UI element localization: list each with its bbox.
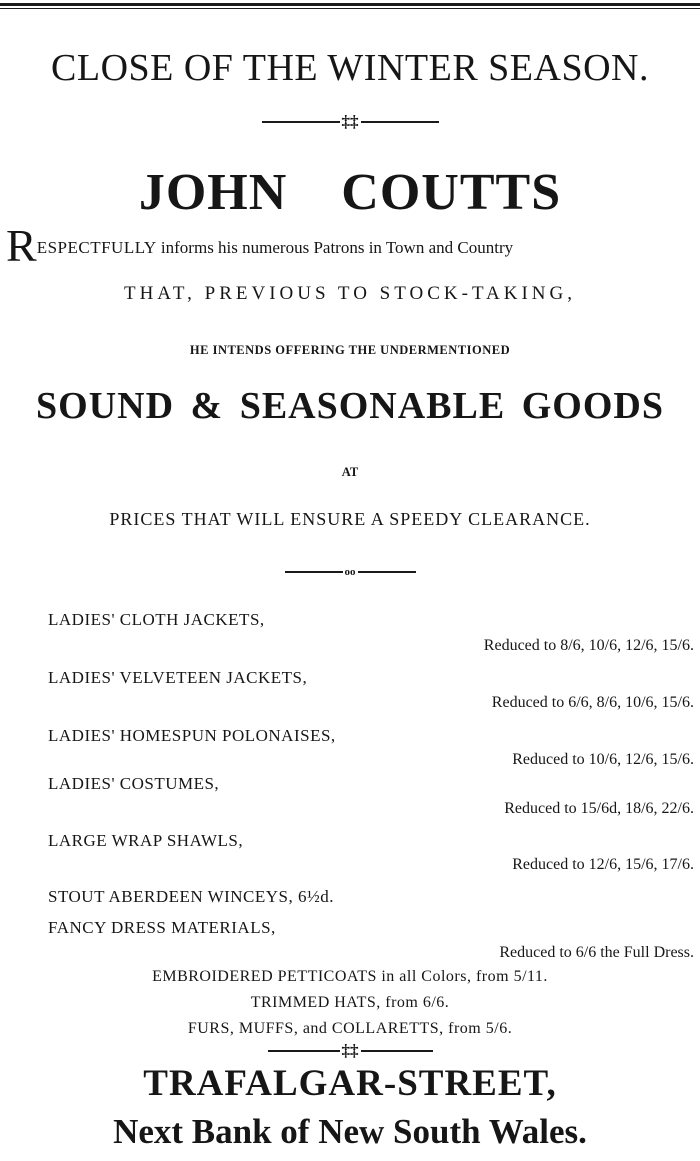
divider-line-left bbox=[268, 1050, 340, 1052]
divider-line-right bbox=[361, 121, 439, 123]
top-border-rule bbox=[0, 3, 700, 6]
ornamental-divider bbox=[0, 114, 700, 130]
item-price: Reduced to 8/6, 10/6, 12/6, 15/6. bbox=[483, 637, 694, 654]
furs-line bbox=[0, 1020, 700, 1038]
petticoats-line bbox=[0, 968, 700, 986]
furs-rest: from 5/6. bbox=[443, 1020, 513, 1037]
divider-line-left bbox=[285, 571, 343, 573]
small-divider bbox=[0, 564, 700, 580]
item-price: Reduced to 6/6, 8/6, 10/6, 15/6. bbox=[491, 694, 694, 711]
merchant-name: JOHN COUTTS bbox=[138, 164, 562, 221]
hats-line bbox=[0, 994, 700, 1012]
drop-cap: R bbox=[6, 220, 37, 271]
item-price: Reduced to 10/6, 12/6, 15/6. bbox=[512, 751, 694, 768]
item-price: Reduced to 15/6d, 18/6, 22/6. bbox=[504, 800, 694, 817]
item-name: FANCY DRESS MATERIALS, bbox=[48, 918, 276, 937]
item-name: LADIES' HOMESPUN POLONAISES, bbox=[48, 726, 336, 745]
item-name: LADIES' COSTUMES, bbox=[48, 774, 220, 793]
double-o-ornament-icon: oo bbox=[344, 566, 356, 578]
item-price: Reduced to 6/6 the Full Dress. bbox=[499, 944, 694, 961]
hats-rest: from 6/6. bbox=[380, 994, 450, 1011]
ornamental-divider-bottom bbox=[0, 1043, 700, 1059]
furs-mid: and bbox=[298, 1020, 332, 1037]
headline: CLOSE OF THE WINTER SEASON. bbox=[51, 47, 649, 89]
item-name: LARGE WRAP SHAWLS, bbox=[48, 831, 244, 850]
stock-taking-line: THAT, PREVIOUS TO STOCK-TAKING, bbox=[123, 283, 576, 304]
intro-caps: ESPECTFULLY bbox=[36, 238, 157, 257]
item-name: LADIES' CLOTH JACKETS, bbox=[48, 610, 265, 629]
hats-caps: TRIMMED HATS, bbox=[250, 994, 381, 1011]
item-name: LADIES' VELVETEEN JACKETS, bbox=[48, 668, 308, 687]
double-dagger-icon: ‡‡ bbox=[341, 112, 359, 131]
divider-line-left bbox=[262, 121, 340, 123]
top-border-rule-thin bbox=[0, 8, 700, 9]
item-price: Reduced to 12/6, 15/6, 17/6. bbox=[512, 856, 694, 873]
location-line: Next Bank of New South Wales. bbox=[113, 1112, 587, 1151]
divider-line-right bbox=[358, 571, 416, 573]
furs-caps: FURS, MUFFS, bbox=[187, 1020, 299, 1037]
intro-rest: informs his numerous Patrons in Town and Country bbox=[156, 238, 514, 257]
at-line: AT bbox=[341, 465, 359, 479]
intro-line bbox=[6, 220, 514, 271]
petticoats-caps: EMBROIDERED PETTICOATS bbox=[152, 968, 377, 985]
furs-caps-2: COLLARETTS, bbox=[331, 1020, 444, 1037]
street-address: TRAFALGAR-STREET, bbox=[143, 1063, 557, 1104]
petticoats-rest: in all Colors, from 5/11. bbox=[376, 968, 548, 985]
goods-heading: SOUND & SEASONABLE GOODS bbox=[36, 385, 664, 427]
divider-line-right bbox=[361, 1050, 433, 1052]
prices-line: PRICES THAT WILL ENSURE A SPEEDY CLEARANCE. bbox=[109, 509, 591, 529]
item-name: STOUT ABERDEEN WINCEYS, 6½d. bbox=[48, 887, 335, 906]
intends-line: HE INTENDS OFFERING THE UNDERMENTIONED bbox=[189, 343, 511, 357]
double-dagger-icon: ‡‡ bbox=[341, 1041, 359, 1060]
